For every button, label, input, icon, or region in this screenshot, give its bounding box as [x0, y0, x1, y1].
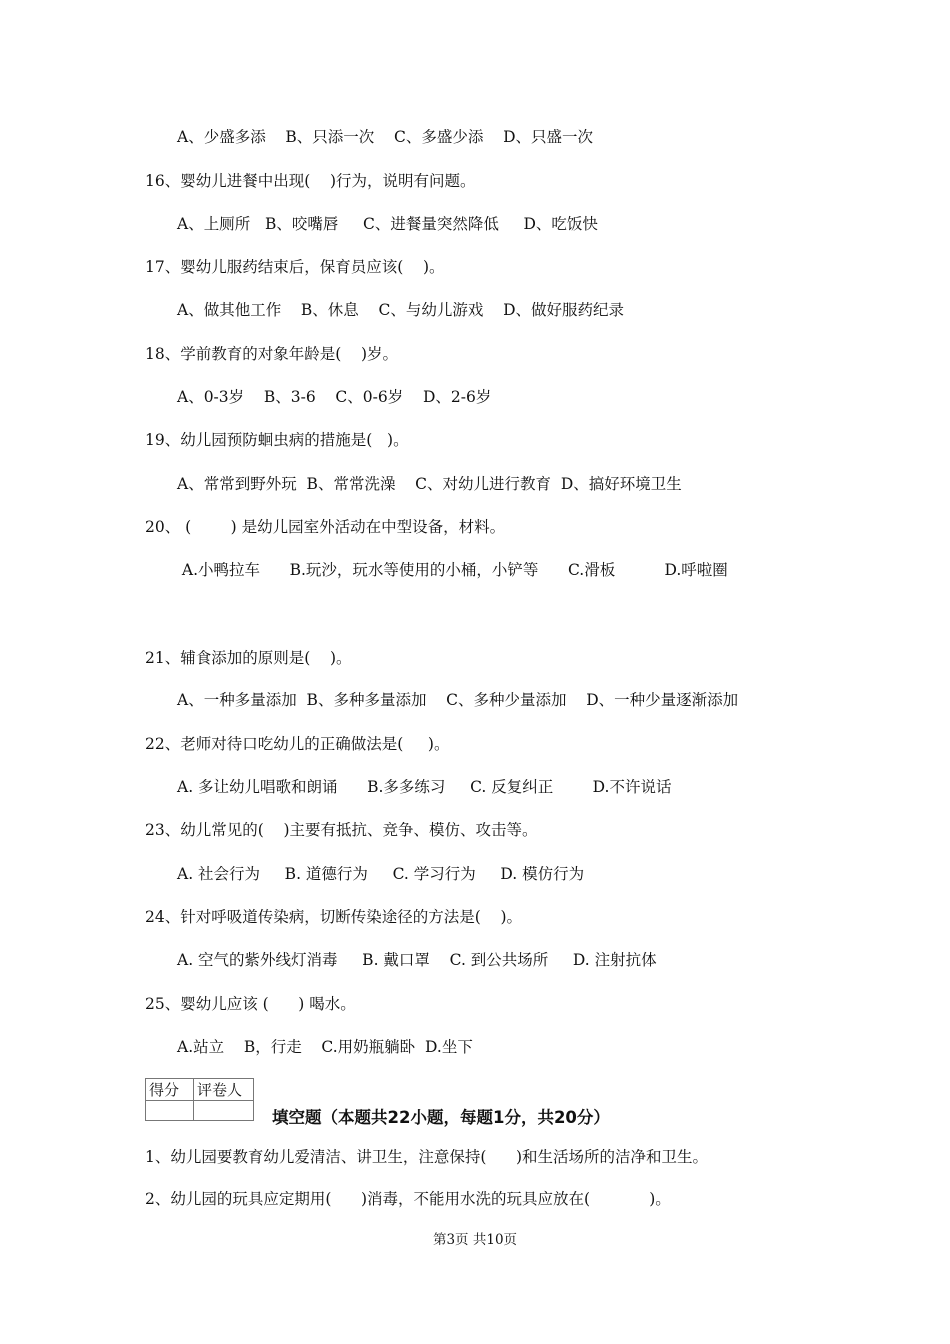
options-15: A、少盛多添 B、只添一次 C、多盛少添 D、只盛一次 — [177, 128, 593, 146]
fill-question-2: 2、幼儿园的玩具应定期用( )消毒，不能用水洗的玩具应放在( )。 — [145, 1190, 671, 1208]
options-21: A、一种多量添加 B、多种多量添加 C、多种少量添加 D、一种少量逐渐添加 — [177, 691, 739, 709]
question-18: 18、学前教育的对象年龄是( )岁。 — [145, 345, 399, 363]
score-cell — [146, 1101, 194, 1121]
question-19: 19、幼儿园预防蛔虫病的措施是( )。 — [145, 431, 409, 449]
reviewer-label: 评卷人 — [194, 1079, 254, 1101]
options-16: A、上厕所 B、咬嘴唇 C、进餐量突然降低 D、吃饭快 — [177, 215, 598, 233]
options-20: A.小鸭拉车 B.玩沙，玩水等使用的小桶，小铲等 C.滑板 D.呼啦圈 — [177, 561, 728, 579]
options-25: A.站立 B，行走 C.用奶瓶躺卧 D.坐下 — [177, 1038, 473, 1056]
fill-question-1: 1、幼儿园要教育幼儿爱清洁、讲卫生，注意保持( )和生活场所的洁净和卫生。 — [145, 1148, 709, 1166]
score-label: 得分 — [146, 1079, 194, 1101]
question-22: 22、老师对待口吃幼儿的正确做法是( )。 — [145, 735, 450, 753]
options-19: A、常常到野外玩 B、常常洗澡 C、对幼儿进行教育 D、搞好环境卫生 — [177, 475, 682, 493]
question-16: 16、婴幼儿进餐中出现( )行为，说明有问题。 — [145, 172, 476, 190]
question-25: 25、婴幼儿应该 ( ) 喝水。 — [145, 995, 356, 1013]
question-17: 17、婴幼儿服药结束后，保育员应该( )。 — [145, 258, 445, 276]
reviewer-cell — [194, 1101, 254, 1121]
page-footer: 第3页 共10页 — [432, 1232, 518, 1248]
question-20: 20、 ( ) 是幼儿园室外活动在中型设备，材料。 — [145, 518, 506, 536]
section-title: 填空题（本题共22小题，每题1分，共20分） — [272, 1108, 610, 1127]
options-24: A. 空气的紫外线灯消毒 B. 戴口罩 C. 到公共场所 D. 注射抗体 — [177, 951, 657, 969]
options-22: A. 多让幼儿唱歌和朗诵 B.多多练习 C. 反复纠正 D.不许说话 — [177, 778, 672, 796]
question-23: 23、幼儿常见的( )主要有抵抗、竞争、模仿、攻击等。 — [145, 821, 538, 839]
options-18: A、0-3岁 B、3-6 C、0-6岁 D、2-6岁 — [177, 388, 492, 406]
score-box — [145, 1078, 254, 1121]
question-21: 21、辅食添加的原则是( )。 — [145, 649, 352, 667]
options-17: A、做其他工作 B、休息 C、与幼儿游戏 D、做好服药纪录 — [177, 301, 624, 319]
question-24: 24、针对呼吸道传染病，切断传染途径的方法是( )。 — [145, 908, 523, 926]
options-23: A. 社会行为 B. 道德行为 C. 学习行为 D. 模仿行为 — [177, 865, 585, 883]
